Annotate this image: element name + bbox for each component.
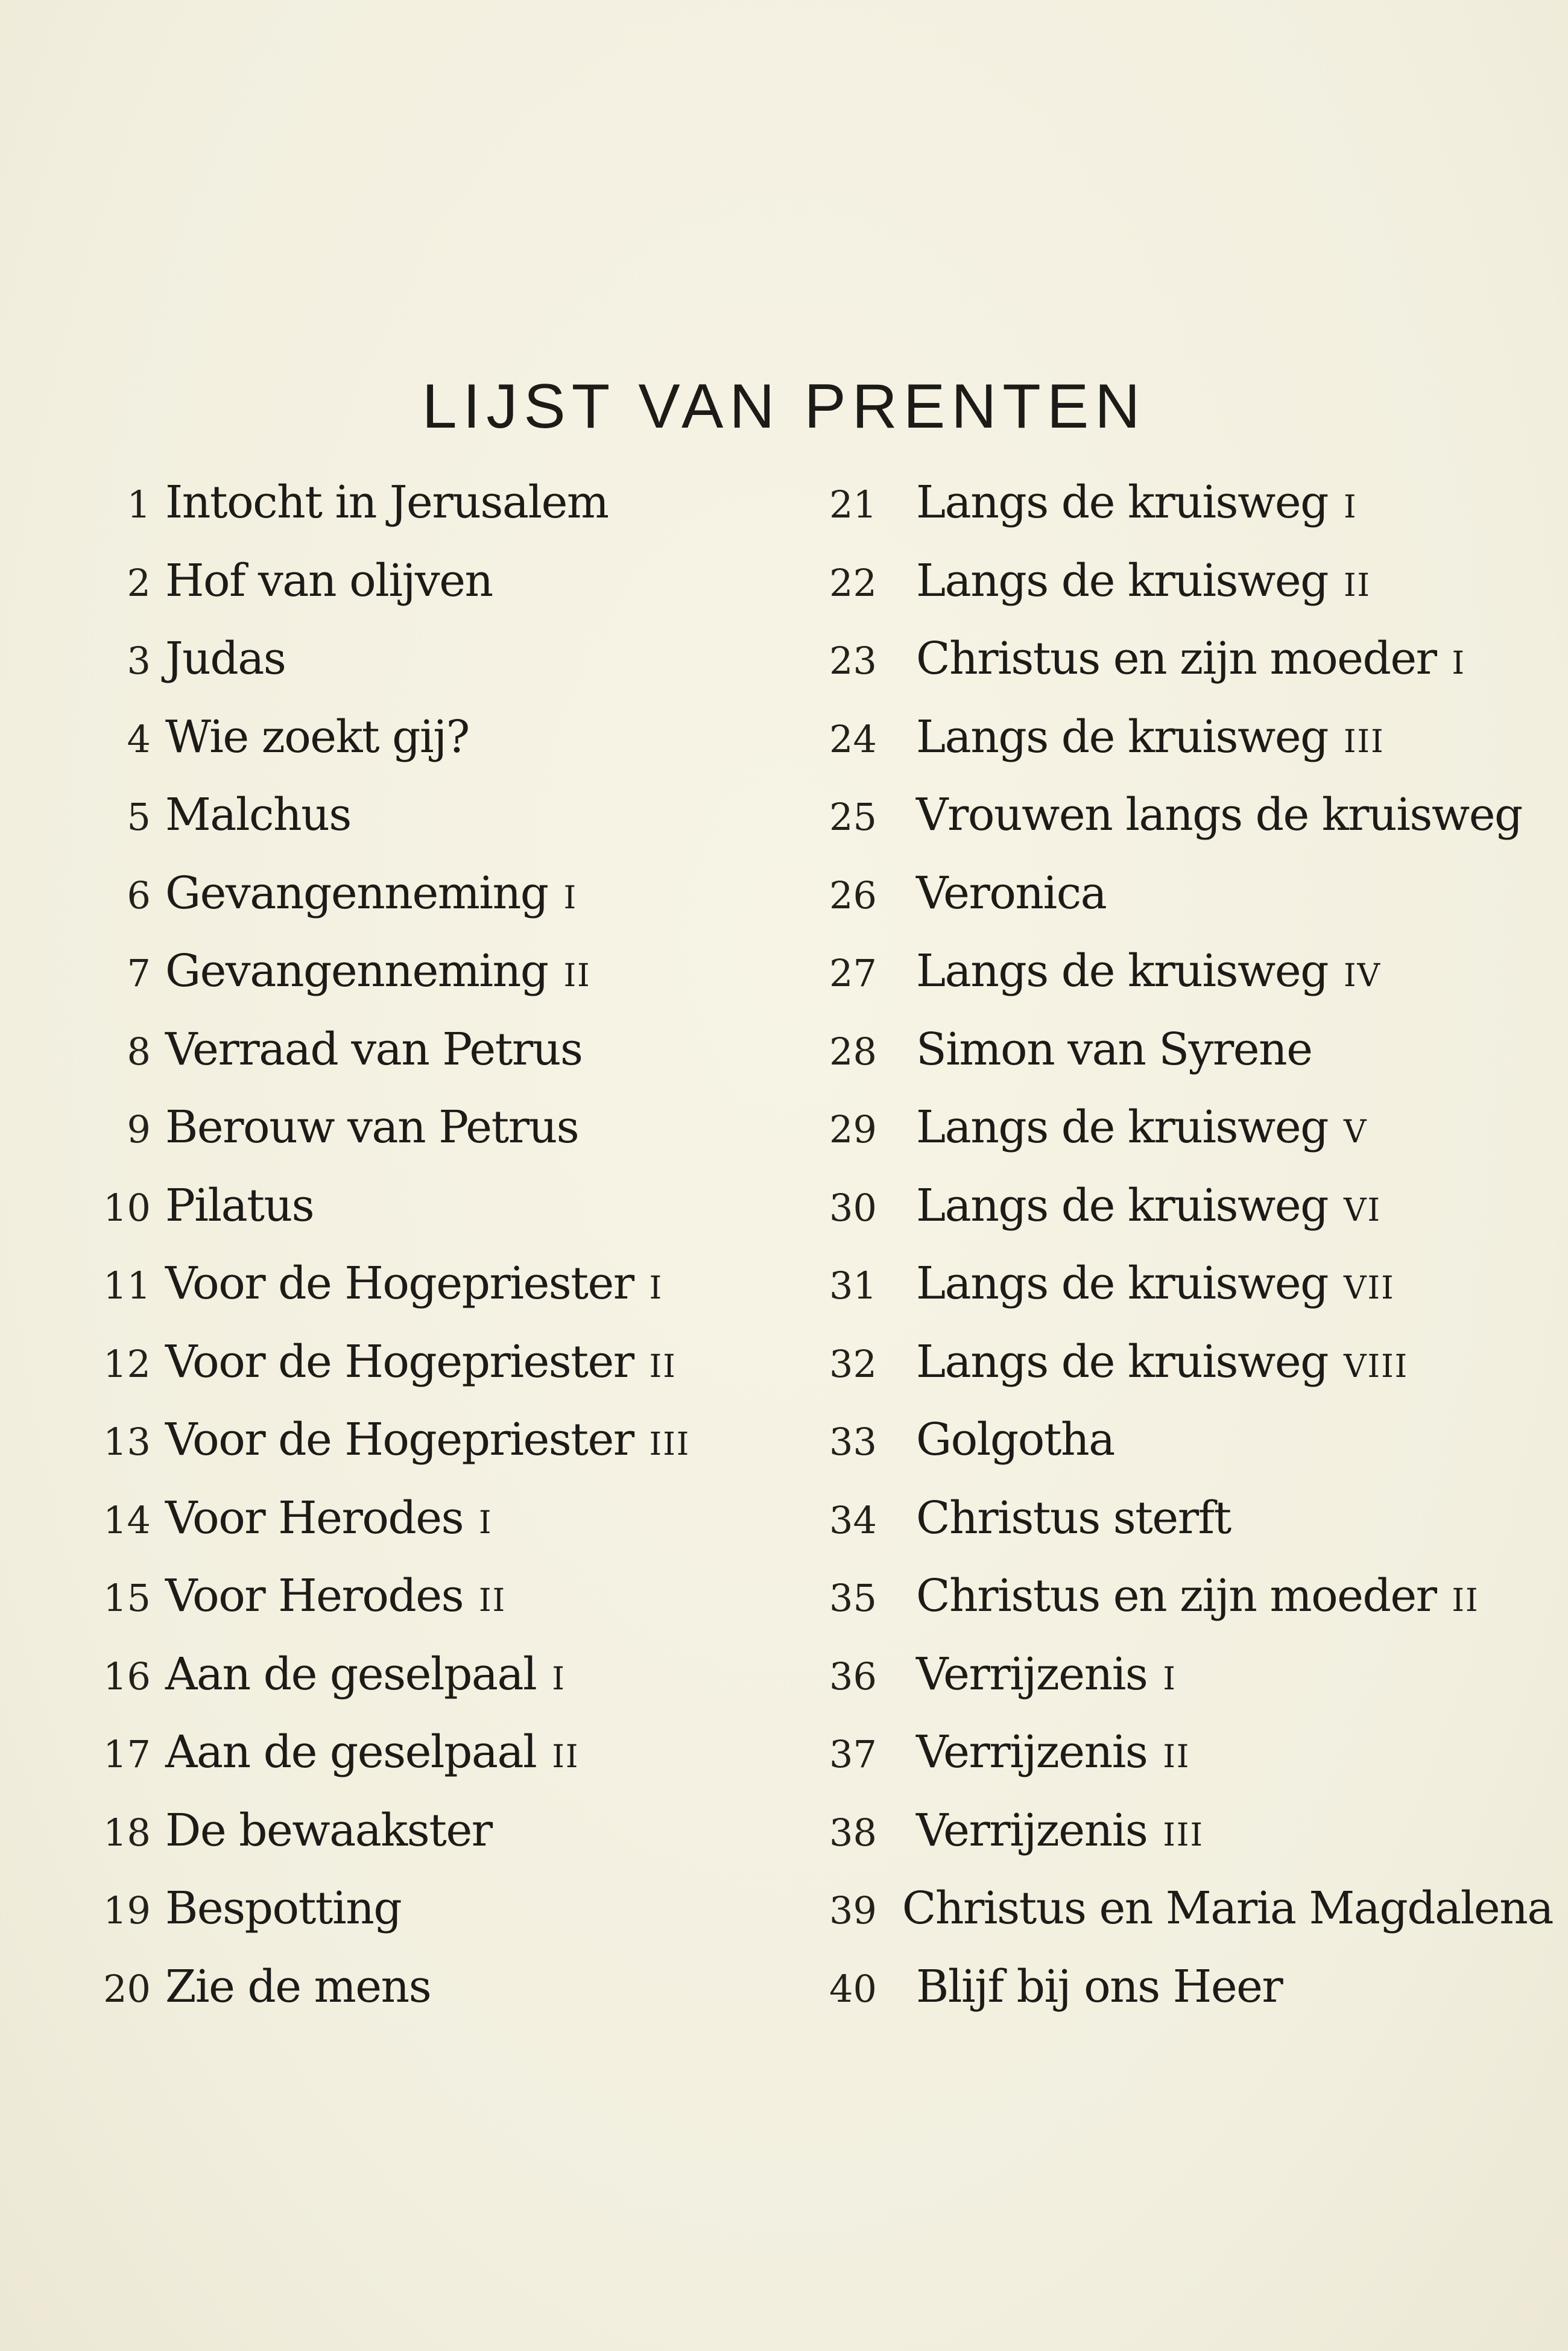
plate-title: Verrijzenis [916,1804,1148,1856]
plate-entry [829,633,1553,711]
plate-number: 5 [127,795,151,839]
plate-entry [78,1492,802,1571]
plate-part-roman: VI [1344,1192,1382,1229]
plate-number: 18 [103,1810,151,1855]
plate-number: 2 [127,560,151,605]
plate-entry [78,1726,802,1805]
plate-number: 36 [829,1654,877,1698]
plate-part-roman: VII [1344,1270,1395,1306]
plate-title: De bewaakster [165,1804,492,1856]
plate-number: 14 [103,1498,151,1542]
plate-title: Verraad van Petrus [165,1023,583,1075]
plate-number: 30 [829,1185,877,1230]
plate-entry [78,633,802,711]
plate-title: Verrijzenis [916,1726,1148,1778]
plate-title: Malchus [165,789,351,841]
plate-title: Judas [165,633,286,685]
plate-number: 40 [829,1966,877,2011]
plate-entry [78,789,802,867]
plate-part-roman: I [552,1660,566,1697]
plate-number: 34 [829,1498,877,1542]
plate-number: 24 [829,717,877,761]
plate-number: 32 [829,1341,877,1386]
plate-entry [78,1961,802,2039]
plate-title: Verrijzenis [916,1648,1148,1700]
plate-title: Vrouwen langs de kruisweg [916,789,1522,841]
plate-part-roman: II [1344,567,1371,604]
plate-title: Voor de Hogepriester [165,1335,634,1388]
plate-number: 27 [829,951,877,995]
plate-number: 33 [829,1420,877,1464]
plate-entry [78,1180,802,1258]
plate-title: Voor Herodes [165,1492,464,1544]
plate-title: Golgotha [916,1414,1114,1466]
plate-title: Christus en zijn moeder [916,1570,1437,1622]
plate-number: 17 [103,1732,151,1776]
plate-number: 19 [103,1888,151,1932]
plate-entry [829,1570,1553,1648]
plate-entry [829,1414,1553,1492]
plate-number: 10 [103,1185,151,1230]
plate-entry [829,945,1553,1024]
plate-number: 37 [829,1732,877,1776]
plate-number: 21 [829,483,877,527]
plate-number: 11 [103,1264,151,1308]
plate-entry [78,1024,802,1102]
plate-part-roman: II [479,1583,507,1619]
plate-title: Langs de kruisweg [916,710,1328,763]
plate-part-roman: III [649,1426,691,1463]
plate-number: 6 [127,873,151,917]
plate-part-roman: I [563,879,578,916]
plate-entry [829,1961,1553,2039]
plate-title: Zie de mens [165,1960,431,2013]
plate-number: 35 [829,1576,877,1620]
plate-number: 4 [127,717,151,761]
plate-part-roman: I [1452,645,1466,682]
plate-title: Bespotting [165,1882,402,1934]
plate-title: Gevangenneming [165,867,548,919]
plate-title: Voor Herodes [165,1570,464,1622]
plate-entry [78,1805,802,1883]
plate-title: Hof van olijven [165,554,493,607]
plate-entry [829,1180,1553,1258]
plate-entry [78,711,802,789]
plate-entry [78,867,802,946]
plate-list-right [829,476,1553,2039]
plate-title: Intocht in Jerusalem [165,476,609,528]
plate-entry [829,789,1553,867]
plate-title: Aan de geselpaal [165,1648,537,1700]
plate-part-roman: VIII [1344,1348,1409,1385]
plate-part-roman: IV [1344,958,1382,994]
plate-number: 15 [103,1576,151,1620]
plate-number: 8 [127,1029,151,1074]
plate-number: 23 [829,639,877,683]
plate-entry [78,476,802,555]
plate-part-roman: II [1452,1583,1479,1619]
plate-entry [78,555,802,633]
plate-entry [78,1648,802,1727]
plate-title: Voor de Hogepriester [165,1258,634,1309]
plate-entry [78,1336,802,1414]
plate-number: 16 [103,1654,151,1698]
plate-entry [78,1414,802,1492]
plate-part-roman: II [1163,1739,1190,1775]
plate-entry [78,1570,802,1648]
plate-title: Gevangenneming [165,945,548,997]
plate-title: Langs de kruisweg [916,554,1328,607]
plate-title: Christus en Maria Magdalena [902,1882,1553,1934]
plate-entry [829,555,1553,633]
plate-number: 22 [829,560,877,605]
plate-number: 31 [829,1264,877,1308]
plate-part-roman: I [1163,1660,1177,1697]
plate-number: 20 [103,1966,151,2011]
plate-title: Aan de geselpaal [165,1726,537,1778]
plate-title: Pilatus [165,1179,314,1232]
plate-part-roman: II [552,1739,580,1775]
plate-number: 38 [829,1810,877,1855]
plate-number: 39 [829,1888,877,1932]
plate-title: Christus en zijn moeder [916,633,1437,685]
plate-entry [829,1805,1553,1883]
plate-title: Langs de kruisweg [916,1101,1328,1153]
plate-entry [78,1101,802,1180]
plate-entry [78,1882,802,1961]
plate-part-roman: II [563,958,591,994]
plate-number: 3 [127,639,151,683]
plate-part-roman: III [1344,723,1385,760]
plate-part-roman: III [1163,1817,1204,1853]
plate-number: 28 [829,1029,877,1074]
plate-title: Langs de kruisweg [916,476,1328,528]
plate-number: 9 [127,1107,151,1151]
plate-title: Langs de kruisweg [916,1258,1328,1309]
plate-title: Berouw van Petrus [165,1101,579,1153]
plate-title: Voor de Hogepriester [165,1414,634,1466]
plate-number: 29 [829,1107,877,1151]
plate-entry [829,1101,1553,1180]
plate-list-left [78,476,802,2039]
plate-title: Wie zoekt gij? [165,710,469,763]
plate-entry [829,867,1553,946]
plate-number: 12 [103,1341,151,1386]
plate-part-roman: I [1344,489,1358,525]
plate-title: Langs de kruisweg [916,945,1328,997]
plate-entry [829,1648,1553,1727]
plate-entry [829,711,1553,789]
plate-entry [829,1336,1553,1414]
plate-entry [78,1258,802,1336]
plate-number: 25 [829,795,877,839]
plate-entry [829,1882,1553,1961]
plate-number: 26 [829,873,877,917]
plate-part-roman: I [649,1270,663,1306]
page-title: LIJST VAN PRENTEN [422,371,1146,441]
plate-title: Blijf bij ons Heer [916,1960,1283,2013]
plate-entry [829,1492,1553,1571]
plate-entry [829,1024,1553,1102]
plate-number: 7 [127,951,151,995]
plate-number: 1 [127,483,151,527]
plate-title: Veronica [916,867,1107,919]
plate-title: Christus sterft [916,1492,1231,1544]
plate-entry [78,945,802,1024]
plate-part-roman: I [479,1504,493,1541]
plate-title: Langs de kruisweg [916,1179,1328,1232]
plate-number: 13 [103,1420,151,1464]
plate-entry [829,476,1553,555]
plate-title: Simon van Syrene [916,1023,1312,1075]
plate-part-roman: V [1344,1114,1368,1150]
plate-entry [829,1726,1553,1805]
plate-part-roman: II [649,1348,677,1385]
plate-title: Langs de kruisweg [916,1335,1328,1388]
plate-entry [829,1258,1553,1336]
